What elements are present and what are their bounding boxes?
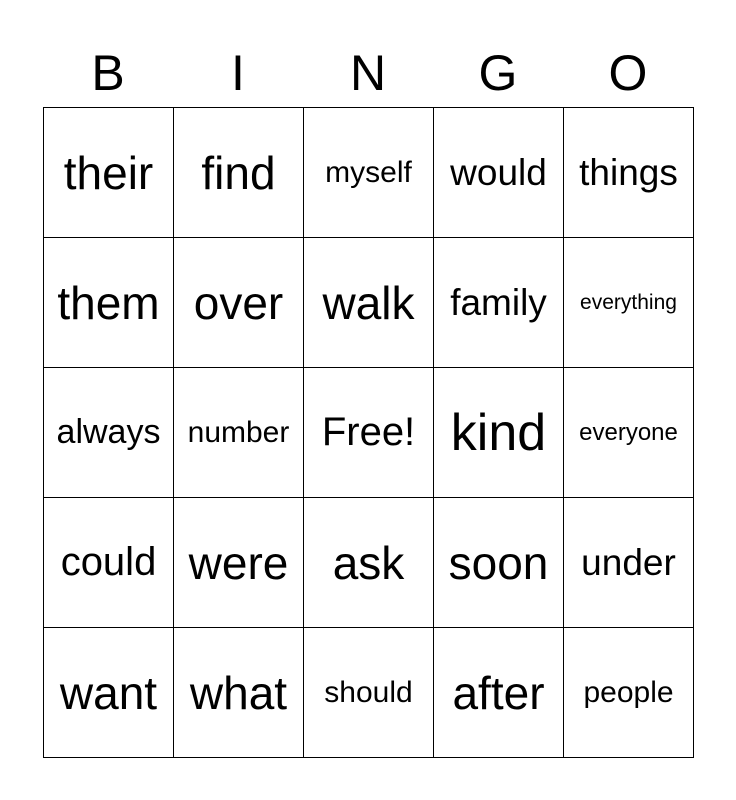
cell-word: after — [452, 666, 545, 719]
bingo-cell[interactable] — [564, 238, 694, 368]
bingo-cell[interactable] — [564, 498, 694, 628]
bingo-board — [43, 107, 694, 758]
bingo-cell[interactable] — [434, 628, 564, 758]
bingo-cell[interactable] — [174, 108, 304, 238]
bingo-cell[interactable] — [434, 498, 564, 628]
free-space-cell[interactable] — [304, 368, 434, 498]
bingo-cell[interactable] — [44, 368, 174, 498]
bingo-cell[interactable] — [304, 498, 434, 628]
bingo-cell[interactable] — [304, 108, 434, 238]
cell-word: myself — [325, 155, 412, 189]
cell-word: soon — [448, 536, 549, 589]
cell-word: kind — [450, 403, 547, 462]
cell-word: people — [583, 675, 674, 709]
cell-word: could — [60, 540, 157, 584]
cell-word: what — [189, 666, 288, 719]
header-letter-b: B — [91, 45, 125, 101]
cell-word: find — [201, 146, 276, 199]
bingo-cell[interactable] — [434, 368, 564, 498]
bingo-cell[interactable] — [564, 368, 694, 498]
header-letter-g: G — [478, 45, 518, 101]
bingo-cell[interactable] — [304, 238, 434, 368]
bingo-cell[interactable] — [564, 108, 694, 238]
bingo-cell[interactable] — [44, 628, 174, 758]
bingo-cell[interactable] — [44, 238, 174, 368]
cell-word: things — [579, 151, 678, 193]
bingo-cell[interactable] — [44, 498, 174, 628]
cell-word: ask — [332, 536, 405, 589]
cell-word: under — [581, 541, 676, 583]
cell-word: number — [187, 415, 290, 449]
cell-word: everything — [580, 290, 677, 314]
bingo-cell[interactable] — [564, 628, 694, 758]
cell-word: walk — [322, 276, 415, 329]
bingo-cell[interactable] — [44, 108, 174, 238]
cell-word: were — [188, 536, 289, 589]
cell-word: over — [193, 276, 284, 329]
bingo-cell[interactable] — [304, 628, 434, 758]
header-letter-n: N — [349, 45, 387, 101]
bingo-cell[interactable] — [174, 368, 304, 498]
bingo-header — [43, 40, 693, 106]
cell-word: their — [63, 146, 154, 199]
bingo-cell[interactable] — [174, 628, 304, 758]
bingo-cell[interactable] — [434, 108, 564, 238]
cell-word: them — [57, 276, 160, 329]
header-letter-i: I — [231, 45, 245, 101]
cell-word: should — [324, 675, 413, 709]
bingo-cell[interactable] — [174, 238, 304, 368]
cell-word: would — [450, 151, 547, 193]
bingo-cell[interactable] — [174, 498, 304, 628]
cell-word: always — [56, 413, 161, 451]
cell-word: everyone — [579, 418, 678, 446]
cell-word: want — [59, 666, 158, 719]
bingo-cell[interactable] — [434, 238, 564, 368]
header-letter-o: O — [608, 45, 648, 101]
free-space-label: Free! — [321, 410, 416, 454]
cell-word: family — [450, 281, 547, 323]
